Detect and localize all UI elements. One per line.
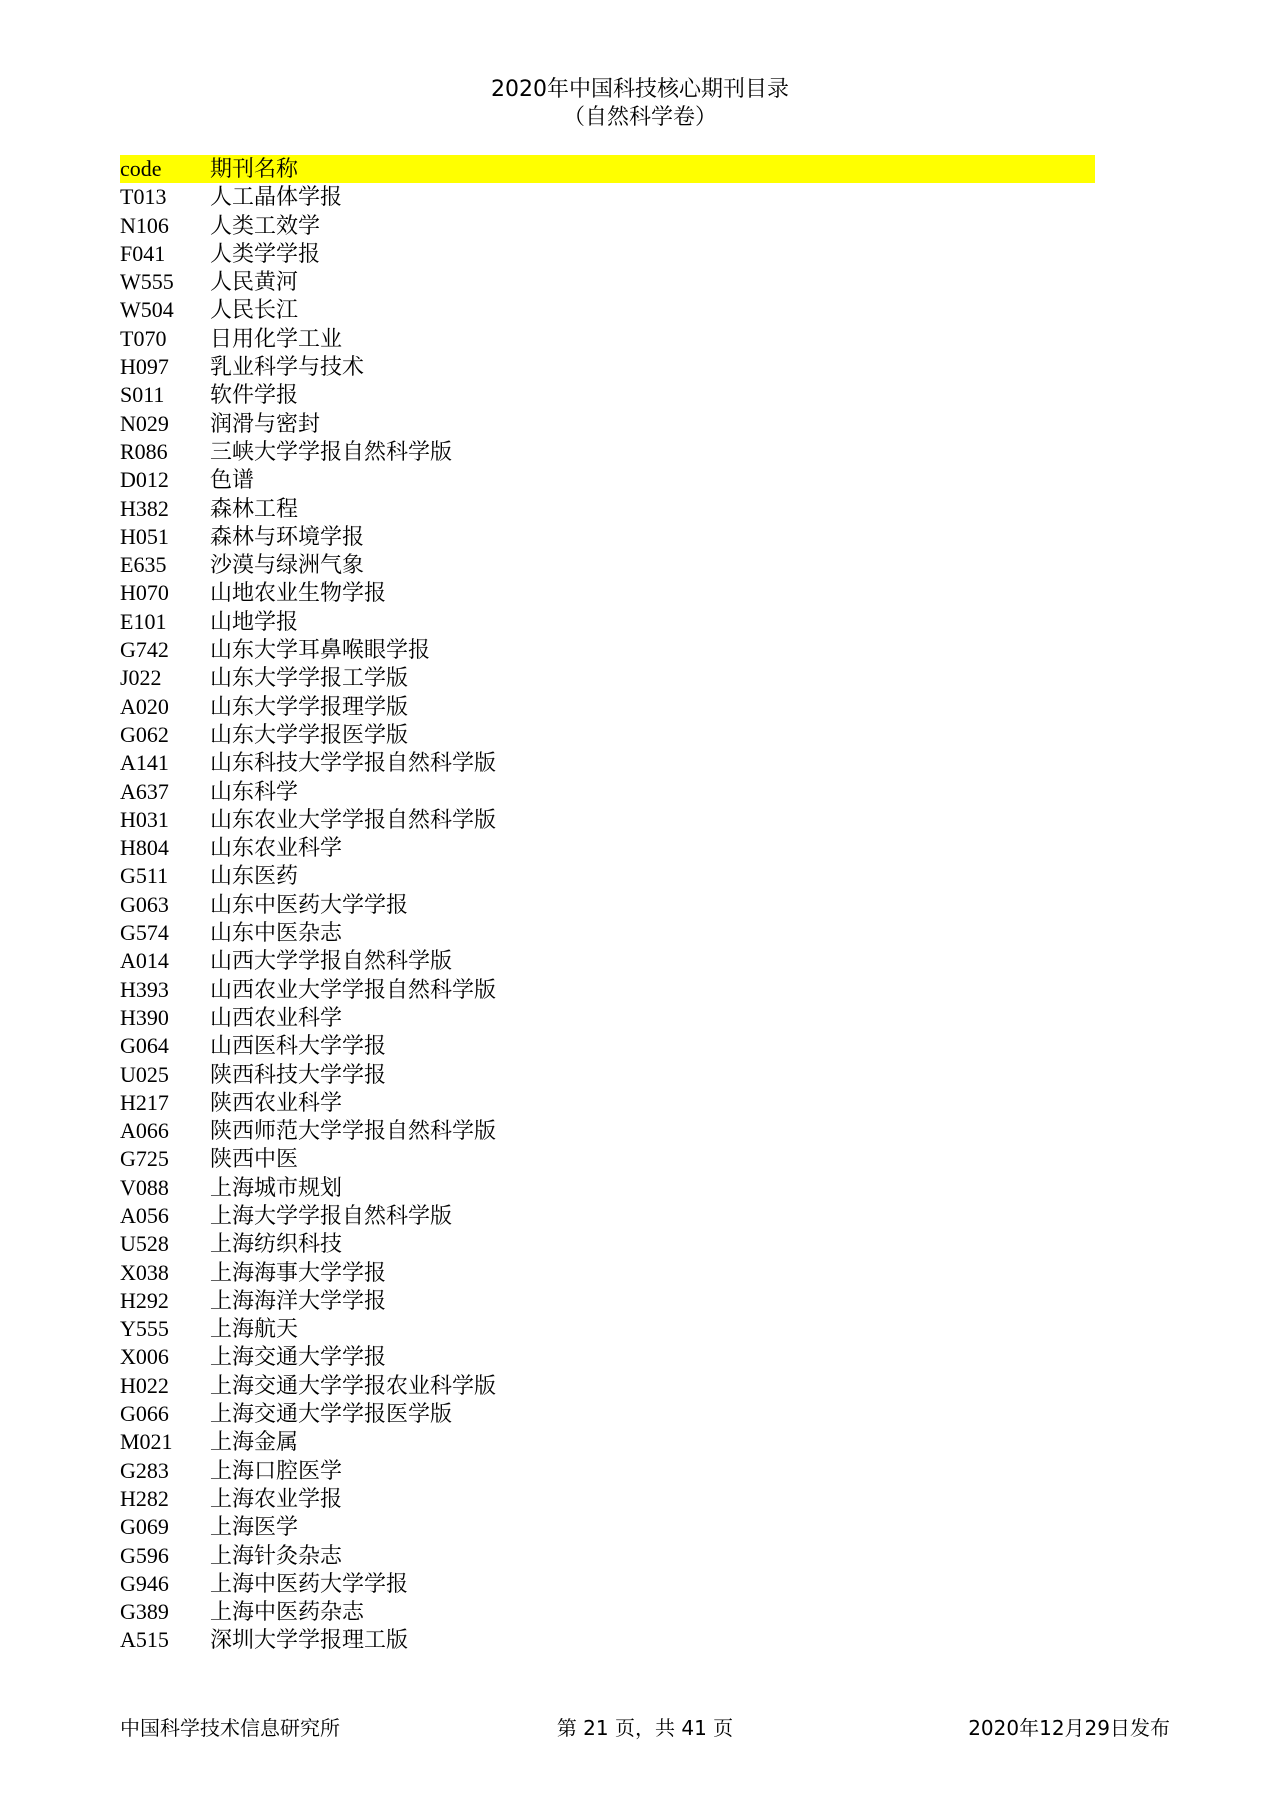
journal-code: G511: [120, 863, 169, 889]
journal-code: H217: [120, 1089, 169, 1115]
journal-code: H031: [120, 806, 169, 832]
journal-name: 人工晶体学报: [210, 184, 343, 210]
table-row: [120, 1089, 1095, 1117]
journal-code: Y555: [120, 1316, 169, 1342]
journal-name: 人类学学报: [210, 240, 321, 266]
journal-name: 山地学报: [210, 608, 299, 634]
footer-date: 2020年12月29日发布: [968, 1716, 1170, 1740]
journal-code: J022: [120, 665, 162, 691]
table-row: [120, 778, 1095, 806]
table-row: [120, 1315, 1095, 1343]
journal-name: 上海交通大学学报医学版: [210, 1401, 453, 1427]
journal-name: 山东大学学报工学版: [210, 665, 409, 691]
journal-name: 上海大学学报自然科学版: [210, 1202, 453, 1228]
table-row: [120, 240, 1095, 268]
header-name: 期刊名称: [210, 156, 299, 181]
journal-name: 上海口腔医学: [210, 1457, 343, 1483]
table-row: [120, 976, 1095, 1004]
journal-name: 上海农业学报: [210, 1485, 343, 1511]
journal-code: G283: [120, 1457, 169, 1483]
journal-name: 山西大学学报自然科学版: [210, 948, 453, 974]
table-row: [120, 1032, 1095, 1060]
table-row: [120, 268, 1095, 296]
journal-name: 日用化学工业: [210, 325, 343, 351]
journal-name: 上海中医药大学学报: [210, 1570, 409, 1596]
journal-code: H070: [120, 580, 169, 606]
table-row: [120, 721, 1095, 749]
table-row: [120, 891, 1095, 919]
table-row: [120, 1626, 1095, 1654]
table-row: [120, 947, 1095, 975]
journal-code: X038: [120, 1259, 169, 1285]
journal-code: G946: [120, 1570, 169, 1596]
journal-name: 陕西科技大学学报: [210, 1061, 387, 1087]
table-row: [120, 919, 1095, 947]
table-row: [120, 353, 1095, 381]
table-row: [120, 1004, 1095, 1032]
table-row: [120, 1513, 1095, 1541]
journal-name: 上海纺织科技: [210, 1231, 343, 1257]
journal-name: 上海针灸杂志: [210, 1542, 343, 1568]
table-row: [120, 1400, 1095, 1428]
journal-code: G062: [120, 721, 169, 747]
journal-name: 上海城市规划: [210, 1174, 343, 1200]
table-row: [120, 1485, 1095, 1513]
journal-code: R086: [120, 438, 168, 464]
journal-code: S011: [120, 382, 165, 408]
journal-name: 上海中医药杂志: [210, 1599, 365, 1625]
journal-code: G066: [120, 1401, 169, 1427]
table-row: [120, 495, 1095, 523]
footer-publisher: 中国科学技术信息研究所: [120, 1716, 340, 1740]
journal-name: 乳业科学与技术: [210, 354, 365, 380]
journal-code: U528: [120, 1231, 169, 1257]
journal-code: W504: [120, 297, 174, 323]
journal-code: G574: [120, 920, 169, 946]
table-row: [120, 749, 1095, 777]
journal-name: 山东大学耳鼻喉眼学报: [210, 637, 431, 663]
table-row: [120, 1457, 1095, 1485]
table-row: [120, 183, 1095, 211]
journal-code: G742: [120, 637, 169, 663]
journal-code: F041: [120, 240, 166, 266]
footer-page-info: 第 21 页，共 41 页: [556, 1716, 734, 1740]
journal-table: [120, 155, 1095, 1655]
table-row: [120, 862, 1095, 890]
table-row: [120, 1343, 1095, 1371]
table-row: [120, 438, 1095, 466]
table-row: [120, 1372, 1095, 1400]
table-row: [120, 1145, 1095, 1173]
journal-name: 山东大学学报医学版: [210, 721, 409, 747]
journal-name: 陕西中医: [210, 1146, 299, 1172]
journal-code: G389: [120, 1599, 169, 1625]
table-row: [120, 1428, 1095, 1456]
table-row: [120, 466, 1095, 494]
journal-code: E101: [120, 608, 167, 634]
journal-code: A066: [120, 1118, 169, 1144]
journal-name: 山西农业大学学报自然科学版: [210, 976, 497, 1002]
journal-code: N029: [120, 410, 169, 436]
table-header-row: [120, 155, 1095, 183]
journal-code: G069: [120, 1514, 169, 1540]
table-row: [120, 579, 1095, 607]
table-row: [120, 1117, 1095, 1145]
table-row: [120, 806, 1095, 834]
document-title-block: [0, 76, 1280, 132]
journal-name: 人民黄河: [210, 269, 299, 295]
journal-code: A014: [120, 948, 169, 974]
table-row: [120, 1230, 1095, 1258]
table-row: [120, 834, 1095, 862]
journal-code: A515: [120, 1627, 169, 1653]
journal-name: 沙漠与绿洲气象: [210, 552, 365, 578]
table-row: [120, 1598, 1095, 1626]
table-row: [120, 1259, 1095, 1287]
table-row: [120, 523, 1095, 551]
journal-name: 色谱: [210, 467, 255, 493]
journal-name: 山东科技大学学报自然科学版: [210, 750, 497, 776]
journal-name: 山西农业科学: [210, 1004, 343, 1030]
document-subtitle: （自然科学卷）: [562, 105, 717, 130]
journal-code: A020: [120, 693, 169, 719]
table-row: [120, 551, 1095, 579]
journal-code: D012: [120, 467, 169, 493]
journal-code: H804: [120, 835, 169, 861]
page-footer: [120, 1713, 1170, 1743]
journal-name: 森林工程: [210, 495, 299, 521]
journal-name: 上海金属: [210, 1429, 299, 1455]
journal-code: A056: [120, 1202, 169, 1228]
journal-name: 上海医学: [210, 1514, 299, 1540]
table-row: [120, 1287, 1095, 1315]
table-row: [120, 636, 1095, 664]
table-row: [120, 381, 1095, 409]
journal-name: 上海航天: [210, 1316, 299, 1342]
journal-code: H382: [120, 495, 169, 521]
journal-name: 上海交通大学学报: [210, 1344, 387, 1370]
journal-name: 森林与环境学报: [210, 523, 365, 549]
journal-name: 陕西农业科学: [210, 1089, 343, 1115]
table-row: [120, 1202, 1095, 1230]
journal-name: 人民长江: [210, 297, 299, 323]
journal-code: G725: [120, 1146, 169, 1172]
journal-name: 润滑与密封: [210, 410, 321, 436]
journal-name: 三峡大学学报自然科学版: [210, 438, 453, 464]
journal-name: 上海海洋大学学报: [210, 1287, 387, 1313]
journal-name: 山东农业科学: [210, 835, 343, 861]
journal-name: 山地农业生物学报: [210, 580, 387, 606]
table-row: [120, 325, 1095, 353]
journal-code: T070: [120, 325, 167, 351]
table-row: [120, 212, 1095, 240]
table-row: [120, 410, 1095, 438]
journal-code: T013: [120, 184, 167, 210]
journal-code: N106: [120, 212, 169, 238]
journal-code: H097: [120, 354, 169, 380]
journal-name: 深圳大学学报理工版: [210, 1627, 409, 1653]
journal-code: G064: [120, 1033, 169, 1059]
journal-name: 山东中医药大学学报: [210, 891, 409, 917]
journal-name: 上海海事大学学报: [210, 1259, 387, 1285]
journal-code: H282: [120, 1485, 169, 1511]
journal-name: 山东科学: [210, 778, 299, 804]
table-row: [120, 664, 1095, 692]
journal-code: A637: [120, 778, 169, 804]
table-row: [120, 693, 1095, 721]
journal-name: 山东大学学报理学版: [210, 693, 409, 719]
table-row: [120, 1542, 1095, 1570]
journal-code: W555: [120, 269, 174, 295]
journal-code: H051: [120, 523, 169, 549]
journal-code: X006: [120, 1344, 169, 1370]
journal-code: H022: [120, 1372, 169, 1398]
journal-code: A141: [120, 750, 169, 776]
journal-code: G596: [120, 1542, 169, 1568]
table-row: [120, 1174, 1095, 1202]
journal-code: M021: [120, 1429, 173, 1455]
journal-code: H390: [120, 1004, 169, 1030]
table-row: [120, 1061, 1095, 1089]
journal-name: 山西医科大学学报: [210, 1033, 387, 1059]
journal-code: H292: [120, 1287, 169, 1313]
table-row: [120, 1570, 1095, 1598]
journal-code: H393: [120, 976, 169, 1002]
journal-name: 山东中医杂志: [210, 920, 343, 946]
journal-name: 人类工效学: [210, 212, 321, 238]
document-title: 2020年中国科技核心期刊目录: [491, 77, 789, 102]
table-row: [120, 608, 1095, 636]
journal-name: 上海交通大学学报农业科学版: [210, 1372, 497, 1398]
journal-name: 软件学报: [210, 382, 299, 408]
table-row: [120, 296, 1095, 324]
journal-code: U025: [120, 1061, 169, 1087]
journal-code: G063: [120, 891, 169, 917]
journal-code: V088: [120, 1174, 169, 1200]
journal-name: 山东医药: [210, 863, 299, 889]
journal-name: 山东农业大学学报自然科学版: [210, 806, 497, 832]
journal-name: 陕西师范大学学报自然科学版: [210, 1118, 497, 1144]
header-code: code: [120, 156, 162, 181]
journal-code: E635: [120, 552, 167, 578]
